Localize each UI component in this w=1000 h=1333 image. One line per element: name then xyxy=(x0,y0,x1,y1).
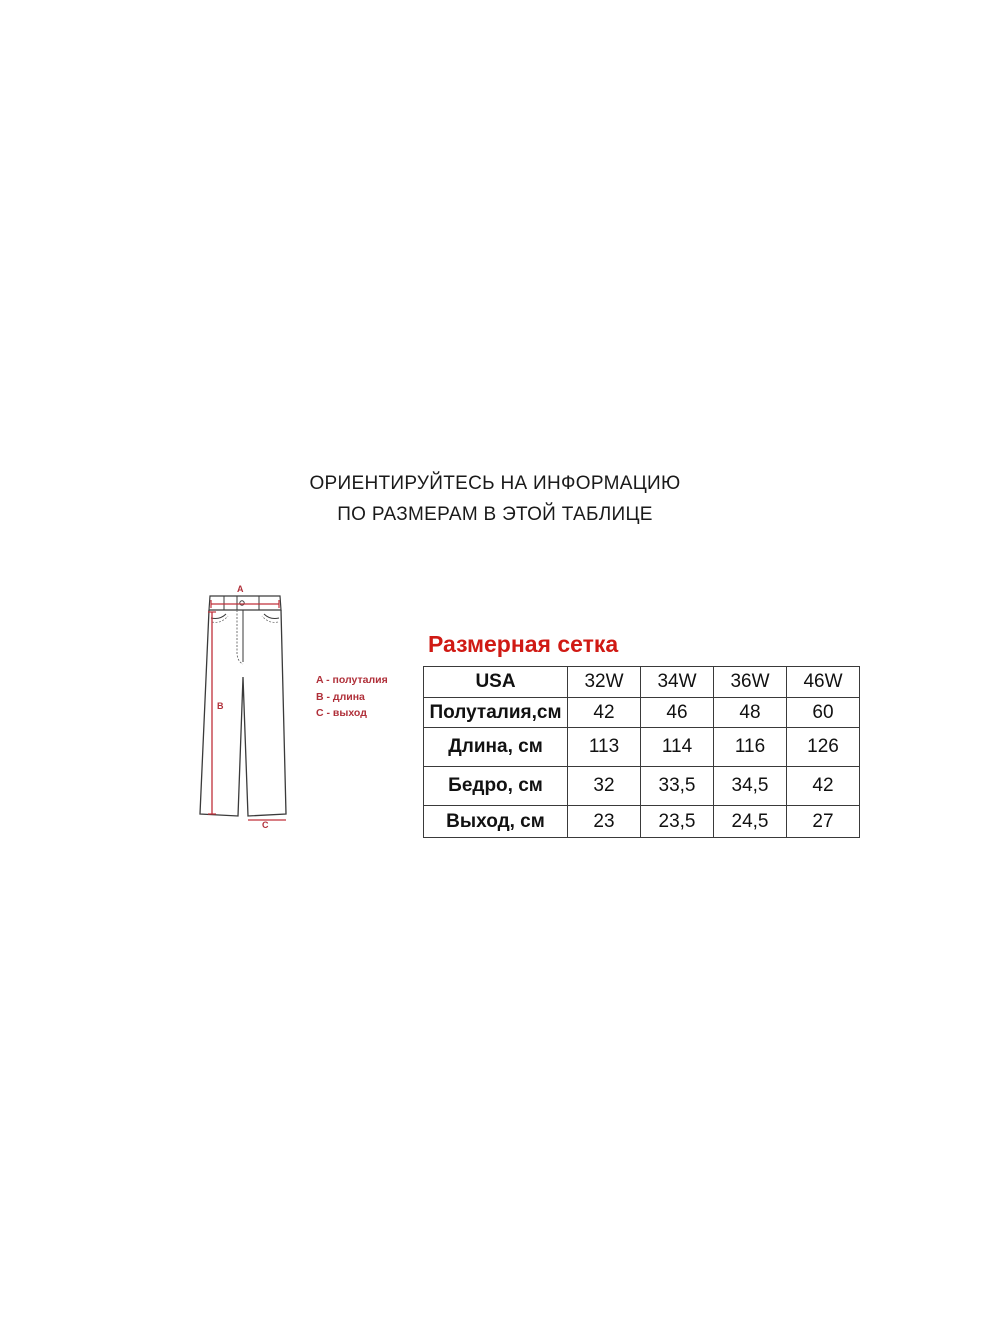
instruction-heading xyxy=(0,468,990,530)
row-label: Бедро, см xyxy=(424,767,568,806)
table-cell: 32 xyxy=(568,767,641,806)
table-cell: 42 xyxy=(568,698,641,728)
table-cell: 116 xyxy=(714,728,787,767)
pants-outline-icon xyxy=(190,582,300,832)
table-cell: 34,5 xyxy=(714,767,787,806)
row-label: Длина, см xyxy=(424,728,568,767)
mark-b-label: B xyxy=(217,701,224,711)
table-cell: 33,5 xyxy=(641,767,714,806)
table-cell: 27 xyxy=(787,806,860,838)
row-label: Выход, см xyxy=(424,806,568,838)
table-row xyxy=(424,806,860,838)
table-cell: 48 xyxy=(714,698,787,728)
header-cell-size: 34W xyxy=(641,667,714,698)
pants-measurement-diagram xyxy=(190,582,300,832)
header-cell-size: 32W xyxy=(568,667,641,698)
table-cell: 60 xyxy=(787,698,860,728)
header-cell-region: USA xyxy=(424,667,568,698)
size-chart-table xyxy=(423,666,860,838)
table-cell: 42 xyxy=(787,767,860,806)
header-cell-size: 46W xyxy=(787,667,860,698)
table-cell: 23 xyxy=(568,806,641,838)
row-label: Полуталия,см xyxy=(424,698,568,728)
instruction-line-1: ОРИЕНТИРУЙТЕСЬ НА ИНФОРМАЦИЮ xyxy=(309,473,681,494)
table-header-row xyxy=(424,667,860,698)
instruction-line-2: ПО РАЗМЕРАМ В ЭТОЙ ТАБЛИЦЕ xyxy=(337,504,653,525)
measurement-legend xyxy=(316,672,388,722)
mark-c-label: C xyxy=(262,820,269,830)
table-cell: 113 xyxy=(568,728,641,767)
table-row xyxy=(424,698,860,728)
legend-item-a: A - полуталия xyxy=(316,674,388,686)
header-cell-size: 36W xyxy=(714,667,787,698)
mark-a-label: A xyxy=(237,584,244,594)
size-chart-title: Размерная сетка xyxy=(428,631,619,657)
table-row xyxy=(424,767,860,806)
table-cell: 126 xyxy=(787,728,860,767)
table-cell: 23,5 xyxy=(641,806,714,838)
legend-item-c: C - выход xyxy=(316,707,367,719)
table-row xyxy=(424,728,860,767)
table-cell: 24,5 xyxy=(714,806,787,838)
legend-item-b: B - длина xyxy=(316,690,365,703)
table-cell: 114 xyxy=(641,728,714,767)
table-cell: 46 xyxy=(641,698,714,728)
